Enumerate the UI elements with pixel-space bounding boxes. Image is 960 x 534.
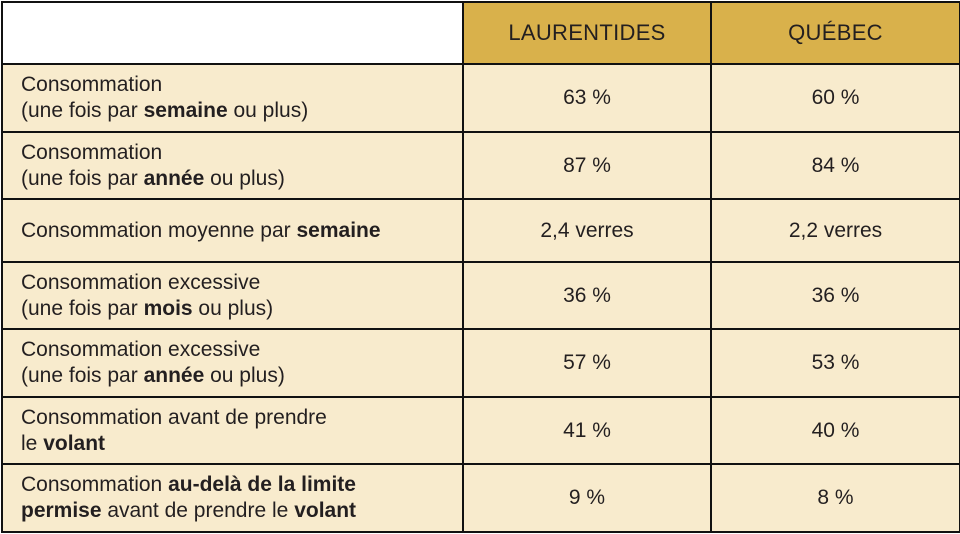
- table-row: [2, 132, 960, 200]
- label-emphasis: volant: [43, 431, 106, 455]
- laurentides-value: 2,4 verres: [463, 199, 711, 261]
- quebec-value: 84 %: [711, 132, 960, 200]
- table-row: [2, 397, 960, 465]
- quebec-value: 40 %: [711, 397, 960, 465]
- label-emphasis: année: [143, 364, 205, 388]
- laurentides-value: 41 %: [463, 397, 711, 465]
- table-row: [2, 464, 960, 532]
- row-label: [2, 397, 463, 465]
- label-text: le: [21, 431, 44, 455]
- label-text: Consommation: [21, 140, 163, 164]
- table-row: [2, 262, 960, 330]
- label-emphasis: semaine: [296, 218, 381, 242]
- label-text: avant de prendre le: [101, 499, 295, 523]
- label-text: (une fois par: [21, 364, 144, 388]
- label-text: Consommation: [21, 473, 169, 497]
- label-text: Consommation moyenne par: [21, 218, 297, 242]
- label-text: ou plus): [227, 99, 309, 123]
- label-text: Consommation avant de prendre: [21, 405, 327, 429]
- label-text: Consommation: [21, 73, 163, 97]
- label-text: ou plus): [204, 364, 285, 388]
- row-label: [2, 329, 463, 397]
- label-text: Consommation excessive: [21, 270, 261, 294]
- header-quebec: QUÉBEC: [711, 2, 960, 64]
- laurentides-value: 9 %: [463, 464, 711, 532]
- quebec-value: 53 %: [711, 329, 960, 397]
- label-text: (une fois par: [21, 99, 144, 123]
- row-label: [2, 199, 463, 261]
- laurentides-value: 57 %: [463, 329, 711, 397]
- label-emphasis: permise: [21, 499, 102, 523]
- quebec-value: 2,2 verres: [711, 199, 960, 261]
- laurentides-value: 63 %: [463, 64, 711, 132]
- header-row: [2, 2, 960, 64]
- table-row: [2, 329, 960, 397]
- table-row: [2, 199, 960, 261]
- label-text: ou plus): [204, 166, 285, 190]
- table-row: [2, 64, 960, 132]
- quebec-value: 36 %: [711, 262, 960, 330]
- quebec-value: 8 %: [711, 464, 960, 532]
- label-emphasis: au-delà de la limite: [168, 473, 356, 497]
- header-blank-cell: [2, 2, 463, 64]
- row-label: [2, 262, 463, 330]
- label-text: ou plus): [192, 296, 274, 320]
- label-emphasis: volant: [294, 499, 357, 523]
- label-emphasis: année: [143, 166, 205, 190]
- label-text: (une fois par: [21, 296, 144, 320]
- label-text: (une fois par: [21, 166, 144, 190]
- consumption-table: [1, 1, 960, 533]
- row-label: [2, 464, 463, 532]
- label-emphasis: mois: [143, 296, 193, 320]
- row-label: [2, 132, 463, 200]
- quebec-value: 60 %: [711, 64, 960, 132]
- laurentides-value: 36 %: [463, 262, 711, 330]
- laurentides-value: 87 %: [463, 132, 711, 200]
- row-label: [2, 64, 463, 132]
- label-emphasis: semaine: [143, 99, 228, 123]
- label-text: Consommation excessive: [21, 338, 261, 362]
- header-laurentides: LAURENTIDES: [463, 2, 711, 64]
